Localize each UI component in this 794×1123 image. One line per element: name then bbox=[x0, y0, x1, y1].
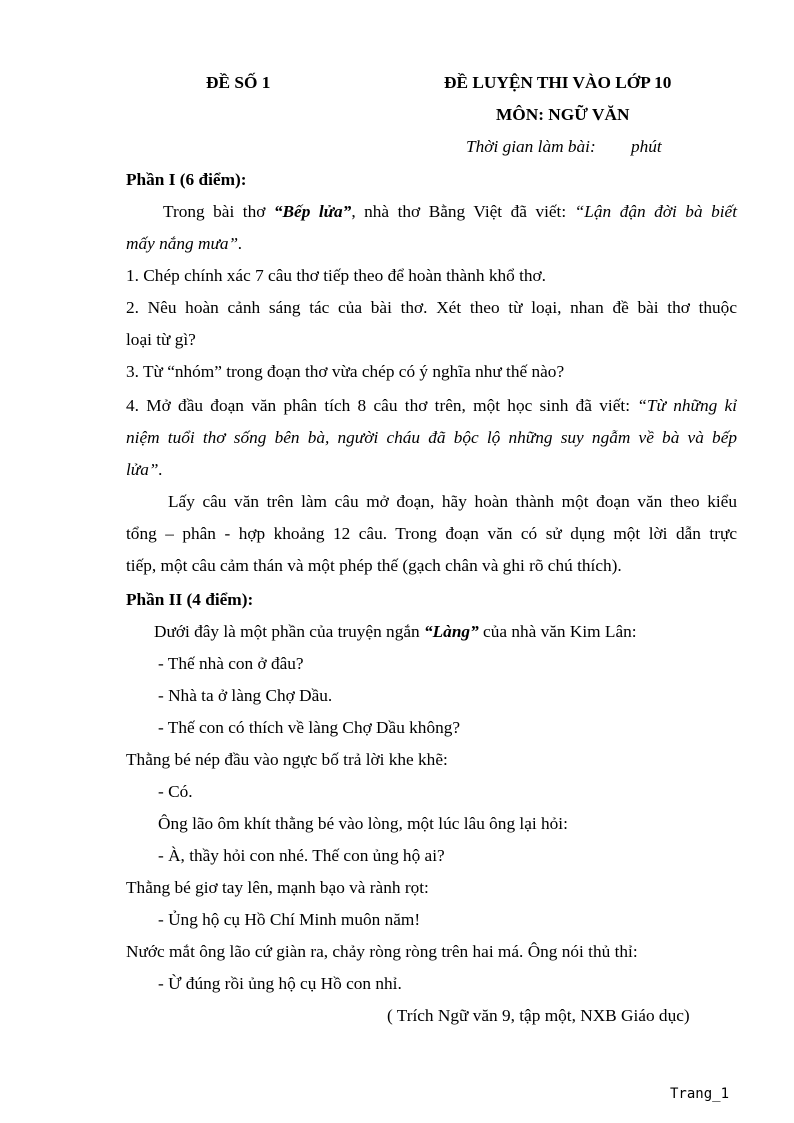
part2-intro bbox=[154, 622, 637, 642]
task-line1: Lấy câu văn trên làm câu mở đoạn, hãy hoàn thành một đoạn văn theo kiểu bbox=[168, 492, 737, 511]
part2-intro-text: Dưới đây là một phần của truyện ngắn bbox=[154, 622, 424, 641]
question-2-line2: loại từ gì? bbox=[126, 330, 196, 349]
intro-text-2: , nhà thơ Bằng Việt đã viết: bbox=[351, 202, 575, 221]
time-label: Thời gian làm bài: bbox=[466, 137, 596, 156]
story-title: “Làng” bbox=[423, 622, 479, 641]
narration-line: Thằng bé giơ tay lên, mạnh bạo và rành rọt: bbox=[126, 878, 429, 897]
dialogue-line: - Ủng hộ cụ Hồ Chí Minh muôn năm! bbox=[158, 910, 421, 929]
task-line3: tiếp, một câu cảm thán và một phép thế (gạch chân và ghi rõ chú thích). bbox=[126, 556, 622, 575]
part2-heading: Phần II (4 điểm): bbox=[126, 590, 254, 609]
dialogue-line: - Có. bbox=[158, 782, 193, 801]
narration-line: Thằng bé nép đầu vào ngực bố trả lời khe khẽ: bbox=[126, 750, 448, 769]
question-4-line2: niệm tuổi thơ sống bên bà, người cháu đã bộc lộ những suy ngẫm về bà và bếp bbox=[126, 428, 737, 447]
subject-title: MÔN: NGỮ VĂN bbox=[496, 105, 630, 124]
poem-title: “Bếp lửa” bbox=[273, 202, 352, 221]
exam-number: ĐỀ SỐ 1 bbox=[206, 73, 271, 92]
time-unit: phút bbox=[631, 137, 662, 156]
exam-title: ĐỀ LUYỆN THI VÀO LỚP 10 bbox=[444, 73, 672, 92]
dialogue-line: - Nhà ta ở làng Chợ Dầu. bbox=[158, 686, 333, 705]
dialogue-line: - À, thầy hỏi con nhé. Thế con ủng hộ ai? bbox=[158, 846, 445, 865]
question-3: 3. Từ “nhóm” trong đoạn thơ vừa chép có ý nghĩa như thế nào? bbox=[126, 362, 565, 381]
q4-text: 4. Mở đầu đoạn văn phân tích 8 câu thơ trên, một học sinh đã viết: bbox=[126, 396, 638, 415]
intro-quote: “Lận đận đời bà biết bbox=[574, 202, 738, 221]
dialogue-line: - Thế con có thích về làng Chợ Dầu không? bbox=[158, 718, 461, 737]
question-4-line1 bbox=[126, 396, 737, 416]
page-number: Trang_1 bbox=[670, 1086, 730, 1102]
dialogue-line: - Thế nhà con ở đâu? bbox=[158, 654, 304, 673]
q4-quote: “Từ những kỉ bbox=[637, 396, 737, 415]
part1-heading: Phần I (6 điểm): bbox=[126, 170, 247, 189]
question-4-line3: lửa”. bbox=[126, 460, 163, 479]
question-2-line1: 2. Nêu hoàn cảnh sáng tác của bài thơ. Xét theo từ loại, nhan đề bài thơ thuộc bbox=[126, 298, 737, 317]
dialogue-line: - Ừ đúng rồi ủng hộ cụ Hồ con nhỉ. bbox=[158, 974, 402, 993]
part2-intro-text-2: của nhà văn Kim Lân: bbox=[478, 622, 637, 641]
intro-text: Trong bài thơ bbox=[163, 202, 274, 221]
narration-line: Nước mắt ông lão cứ giàn ra, chảy ròng ròng trên hai má. Ông nói thủ thỉ: bbox=[126, 942, 638, 961]
narration-line: Ông lão ôm khít thằng bé vào lòng, một lúc lâu ông lại hỏi: bbox=[158, 814, 568, 833]
part1-intro-line1 bbox=[163, 202, 737, 222]
question-1: 1. Chép chính xác 7 câu thơ tiếp theo để hoàn thành khổ thơ. bbox=[126, 266, 546, 285]
citation: ( Trích Ngữ văn 9, tập một, NXB Giáo dục) bbox=[387, 1006, 690, 1025]
task-line2: tổng – phân - hợp khoảng 12 câu. Trong đoạn văn có sử dụng một lời dẫn trực bbox=[126, 524, 737, 543]
part1-intro-line2: mấy nắng mưa”. bbox=[126, 234, 243, 253]
